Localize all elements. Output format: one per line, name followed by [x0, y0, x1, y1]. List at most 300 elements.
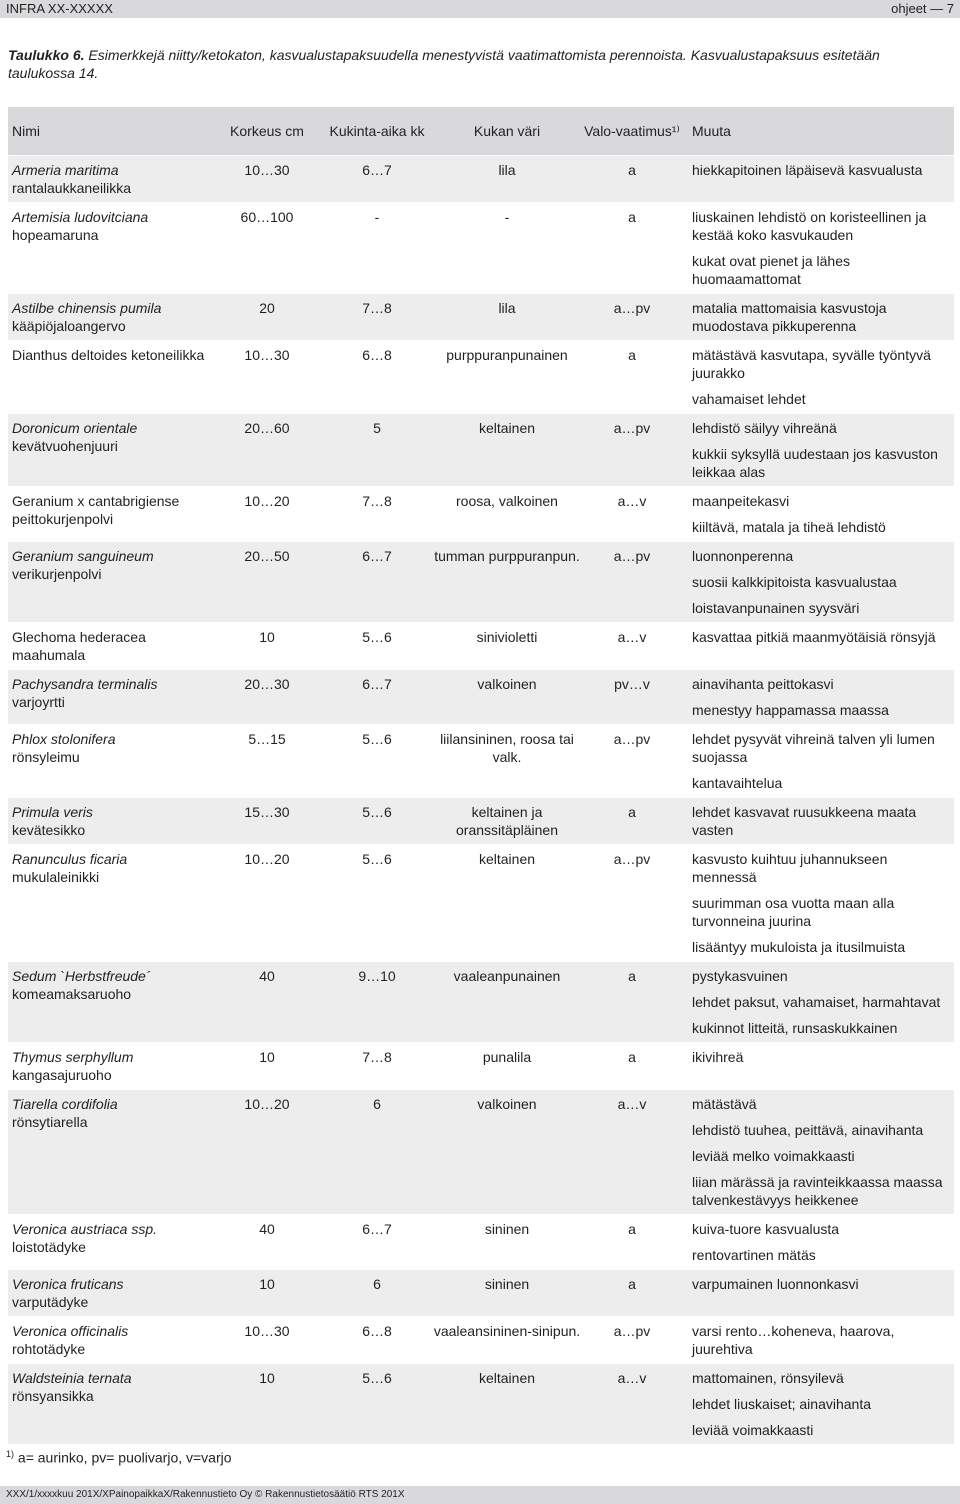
notes-list [692, 1317, 954, 1363]
bloom-cell [322, 203, 432, 294]
height-cell-value: 10…20 [244, 493, 290, 509]
finnish-name: Glechoma hederacea maahumala [12, 629, 146, 663]
bloom-cell [322, 623, 432, 670]
note-line: suurimman osa vuotta maan alla turvonneina juurina [692, 895, 895, 929]
note-line: maanpeitekasvi [692, 493, 790, 509]
note-line: leviää voimakkaasti [692, 1422, 814, 1438]
bloom-cell [322, 294, 432, 341]
height-cell [212, 1215, 322, 1270]
color-cell [432, 1364, 582, 1445]
plant-name-cell [8, 670, 212, 725]
bloom-cell-value: 6…7 [362, 676, 392, 692]
plant-name-cell [8, 623, 212, 670]
scientific-name: Veronica austriaca ssp. [12, 1221, 157, 1237]
color-cell-value: valkoinen [477, 1096, 537, 1112]
note-line: kasvattaa pitkiä maanmyötäisiä rönsyjä [692, 629, 936, 645]
plant-name [12, 725, 212, 771]
light-cell [582, 962, 682, 1043]
color-cell-value: sininen [484, 1276, 530, 1292]
color-cell [432, 414, 582, 487]
light-cell-value: a…v [617, 493, 647, 509]
light-cell-value: a…pv [613, 420, 651, 436]
light-cell-value: a [628, 209, 636, 225]
height-cell-value: 60…100 [240, 209, 294, 225]
height-cell [212, 294, 322, 341]
bloom-cell [322, 1043, 432, 1090]
table-row [8, 1364, 954, 1445]
finnish-name: verikurjenpolvi [12, 566, 102, 582]
color-cell [432, 542, 582, 623]
scientific-name: Veronica fruticans [12, 1276, 124, 1292]
bloom-cell [322, 845, 432, 962]
finnish-name: mukulaleinikki [12, 869, 100, 885]
table-caption [8, 46, 908, 82]
bloom-cell [322, 487, 432, 542]
bloom-cell-value: 6…8 [362, 1323, 392, 1339]
notes-list [692, 341, 954, 413]
table-row [8, 670, 954, 725]
note-line: varsi rento…koheneva, haarova, juurehtiva [692, 1323, 895, 1357]
bloom-cell-value: 7…8 [362, 1049, 392, 1065]
notes-list [692, 487, 954, 541]
footnote-text: a= aurinko, pv= puolivarjo, v=varjo [17, 1449, 232, 1466]
color-cell [432, 341, 582, 414]
table-row [8, 542, 954, 623]
color-cell-value: sininen [484, 1221, 530, 1237]
light-cell [582, 294, 682, 341]
light-cell [582, 1043, 682, 1090]
bloom-cell-value: 5…6 [362, 851, 392, 867]
height-cell [212, 341, 322, 414]
height-cell [212, 962, 322, 1043]
plant-name-cell [8, 845, 212, 962]
table-row [8, 156, 954, 203]
notes-list [692, 156, 954, 184]
finnish-name: loistotädyke [12, 1239, 86, 1255]
note-line: kukkii syksyllä uudestaan jos kasvuston leikkaa alas [692, 446, 938, 480]
height-cell [212, 1364, 322, 1445]
plant-name [12, 542, 212, 588]
height-cell-value: 15…30 [244, 804, 290, 820]
plant-name-cell [8, 798, 212, 845]
light-cell [582, 487, 682, 542]
color-cell-value: lila [498, 162, 516, 178]
height-cell [212, 156, 322, 203]
plant-name [12, 1090, 212, 1136]
plant-name [12, 845, 212, 891]
finnish-name: kääpiöjaloangervo [12, 318, 126, 334]
bloom-cell-value: 6 [373, 1096, 381, 1112]
color-cell [432, 1090, 582, 1215]
notes-cell [682, 414, 954, 487]
plant-name-cell [8, 156, 212, 203]
height-cell-value: 10…20 [244, 1096, 290, 1112]
notes-list [692, 542, 954, 622]
plant-name [12, 1215, 212, 1261]
bloom-cell-value: 5…6 [362, 731, 392, 747]
table-row [8, 203, 954, 294]
plant-name [12, 623, 212, 669]
bloom-cell [322, 414, 432, 487]
scientific-name: Phlox stolonifera [12, 731, 116, 747]
note-line: matalia mattomaisia kasvustoja muodostava pikkuperenna [692, 300, 887, 334]
finnish-name: rantalaukkaneilikka [12, 180, 132, 196]
note-line: ikivihreä [692, 1049, 744, 1065]
note-line: liian märässä ja ravinteikkaassa maassa talvenkestävyys heikkenee [692, 1174, 943, 1208]
light-cell-value: a…v [617, 629, 647, 645]
notes-list [692, 725, 954, 797]
bloom-cell [322, 670, 432, 725]
plant-name [12, 1270, 212, 1316]
table-row [8, 798, 954, 845]
light-cell-value: a [628, 1049, 636, 1065]
plant-name-cell [8, 294, 212, 341]
note-line: mattomainen, rönsyilevä [692, 1370, 844, 1386]
note-line: kukinnot litteitä, runsaskukkainen [692, 1020, 898, 1036]
plant-name [12, 670, 212, 716]
light-cell-value: a…pv [613, 851, 651, 867]
height-cell-value: 20…30 [244, 676, 290, 692]
notes-cell [682, 341, 954, 414]
bloom-cell-value: 5…6 [362, 629, 392, 645]
perennial-table [8, 107, 954, 1444]
note-line: suosii kalkkipitoista kasvualustaa [692, 574, 897, 590]
bloom-cell-value: 6…7 [362, 162, 392, 178]
light-cell [582, 1364, 682, 1445]
plant-name [12, 203, 212, 249]
footer-text: XXX/1/xxxxkuu 201X/XPainopaikkaX/Rakennustieto Oy © Rakennustietosäätiö RTS 201X [6, 1489, 405, 1500]
bloom-cell [322, 156, 432, 203]
note-line: lehdistö tuuhea, peittävä, ainavihanta [692, 1122, 924, 1138]
height-cell [212, 542, 322, 623]
color-cell [432, 1317, 582, 1364]
color-cell-value: tumman purppuranpun. [434, 548, 580, 564]
bloom-cell-value: 5…6 [362, 1370, 392, 1386]
note-line: lehdet liuskaiset; ainavihanta [692, 1396, 872, 1412]
bloom-cell-value: 5…6 [362, 804, 392, 820]
light-cell-value: a [628, 347, 636, 363]
notes-cell [682, 1270, 954, 1317]
light-cell [582, 670, 682, 725]
color-cell [432, 1043, 582, 1090]
light-cell [582, 623, 682, 670]
plant-name-cell [8, 725, 212, 798]
light-cell-value: a…pv [613, 731, 651, 747]
color-cell-value: vaaleanpunainen [453, 968, 561, 984]
height-cell-value: 5…15 [248, 731, 286, 747]
col-header-height: Korkeus cm [212, 107, 322, 156]
plant-name-cell [8, 1090, 212, 1215]
note-line: liuskainen lehdistö on koristeellinen ja kestää koko kasvukauden [692, 209, 927, 243]
plant-name-cell [8, 1317, 212, 1364]
table-row [8, 341, 954, 414]
table-row [8, 623, 954, 670]
plant-name-cell [8, 203, 212, 294]
light-cell [582, 542, 682, 623]
color-cell-value: punalila [482, 1049, 532, 1065]
light-cell-value: a [628, 804, 636, 820]
footer-bar [0, 1486, 960, 1504]
light-cell [582, 1215, 682, 1270]
table-row [8, 725, 954, 798]
bloom-cell-value: 6…7 [362, 1221, 392, 1237]
document-code: INFRA XX-XXXXX [6, 1, 113, 16]
table-row [8, 1090, 954, 1215]
bloom-cell-value: 6…8 [362, 347, 392, 363]
finnish-name: komeamaksaruoho [12, 986, 132, 1002]
notes-cell [682, 1364, 954, 1445]
scientific-name: Tiarella cordifolia [12, 1096, 118, 1112]
height-cell [212, 725, 322, 798]
height-cell-value: 10…30 [244, 162, 290, 178]
scientific-name: Primula veris [12, 804, 93, 820]
note-line: kuiva-tuore kasvualusta [692, 1221, 840, 1237]
caption-label: Taulukko 6. [8, 47, 85, 63]
color-cell [432, 487, 582, 542]
light-cell [582, 1090, 682, 1215]
plant-name-cell [8, 1043, 212, 1090]
notes-list [692, 1364, 954, 1444]
table-row [8, 1215, 954, 1270]
bloom-cell-value: 9…10 [358, 968, 396, 984]
height-cell [212, 1043, 322, 1090]
height-cell-value: 20…60 [244, 420, 290, 436]
notes-cell [682, 725, 954, 798]
scientific-name: Pachysandra terminalis [12, 676, 158, 692]
height-cell [212, 1090, 322, 1215]
notes-list [692, 962, 954, 1042]
note-line: lehdet paksut, vahamaiset, harmahtavat [692, 994, 941, 1010]
note-line: rentovartinen mätäs [692, 1247, 816, 1263]
color-cell-value: keltainen ja oranssitäpläinen [456, 804, 558, 838]
col-header-bloom: Kukinta-aika kk [322, 107, 432, 156]
note-line: ainavihanta peittokasvi [692, 676, 834, 692]
light-cell [582, 1270, 682, 1317]
note-line: pystykasvuinen [692, 968, 788, 984]
plant-name-cell [8, 1270, 212, 1317]
height-cell [212, 203, 322, 294]
finnish-name: rönsytiarella [12, 1114, 88, 1130]
table-row [8, 1270, 954, 1317]
finnish-name: kevätesikko [12, 822, 86, 838]
scientific-name: Thymus serphyllum [12, 1049, 134, 1065]
color-cell-value: valkoinen [477, 676, 537, 692]
footnote [6, 1445, 232, 1467]
light-cell [582, 1317, 682, 1364]
plant-name [12, 341, 212, 369]
notes-cell [682, 845, 954, 962]
plant-name [12, 1364, 212, 1410]
bloom-cell-value: 6…7 [362, 548, 392, 564]
notes-cell [682, 962, 954, 1043]
notes-list [692, 670, 954, 724]
finnish-name: hopeamaruna [12, 227, 99, 243]
plant-name [12, 487, 212, 533]
plant-name [12, 414, 212, 460]
notes-cell [682, 670, 954, 725]
finnish-name: Dianthus deltoides ketoneilikka [12, 347, 205, 363]
height-cell [212, 1270, 322, 1317]
finnish-name: rönsyansikka [12, 1388, 94, 1404]
footnote-mark: 1) [6, 1449, 15, 1459]
note-line: lehdet kasvavat ruusukkeena maata vasten [692, 804, 917, 838]
plant-name-cell [8, 962, 212, 1043]
light-cell [582, 341, 682, 414]
bloom-cell [322, 1090, 432, 1215]
notes-cell [682, 294, 954, 341]
light-cell-value: a…pv [613, 300, 651, 316]
notes-cell [682, 542, 954, 623]
bloom-cell-value: 7…8 [362, 300, 392, 316]
plant-name-cell [8, 1364, 212, 1445]
height-cell [212, 845, 322, 962]
bloom-cell [322, 1317, 432, 1364]
height-cell-value: 10…30 [244, 1323, 290, 1339]
bloom-cell-value: - [374, 209, 380, 225]
color-cell-value: vaaleansininen-sinipun. [433, 1323, 581, 1339]
notes-list [692, 1090, 954, 1214]
col-header-color: Kukan väri [432, 107, 582, 156]
notes-list [692, 845, 954, 961]
plant-name-cell [8, 542, 212, 623]
color-cell [432, 156, 582, 203]
finnish-name: kevätvuohenjuuri [12, 438, 118, 454]
light-cell-value: a [628, 162, 636, 178]
color-cell-value: purppuranpunainen [446, 347, 568, 363]
color-cell-value: liilansininen, roosa tai valk. [440, 731, 574, 765]
height-cell [212, 798, 322, 845]
bloom-cell [322, 1364, 432, 1445]
light-cell-value: a [628, 968, 636, 984]
note-line: lehdet pysyvät vihreinä talven yli lumen suojassa [692, 731, 935, 765]
light-cell [582, 845, 682, 962]
height-cell-value: 40 [259, 968, 275, 984]
plant-name-cell [8, 487, 212, 542]
light-cell [582, 203, 682, 294]
note-line: varpumainen luonnonkasvi [692, 1276, 859, 1292]
notes-cell [682, 798, 954, 845]
finnish-name: varjoyrtti [12, 694, 65, 710]
scientific-name: Doronicum orientale [12, 420, 138, 436]
color-cell [432, 670, 582, 725]
table-row [8, 1043, 954, 1090]
col-header-light: Valo-vaatimus¹⁾ [582, 107, 682, 156]
note-line: mätästävä kasvutapa, syvälle työntyvä juurakko [692, 347, 931, 381]
note-line: mätästävä [692, 1096, 757, 1112]
height-cell [212, 623, 322, 670]
scientific-name: Veronica officinalis [12, 1323, 129, 1339]
color-cell [432, 203, 582, 294]
light-cell [582, 725, 682, 798]
notes-list [692, 294, 954, 340]
scientific-name: Geranium sanguineum [12, 548, 154, 564]
notes-list [692, 798, 954, 844]
color-cell [432, 1270, 582, 1317]
bloom-cell [322, 542, 432, 623]
caption-text: Esimerkkejä niitty/ketokaton, kasvualustapaksuudella menestyvistä vaatimattomista perennoista. Kasvualustapaksuus esitetään taulukossa 14. [8, 47, 880, 81]
note-line: luonnonperenna [692, 548, 794, 564]
note-line: lisääntyy mukuloista ja itusilmuista [692, 939, 906, 955]
color-cell [432, 845, 582, 962]
finnish-name: kangasajuruoho [12, 1067, 112, 1083]
header-bar [0, 0, 960, 18]
note-line: kiiltävä, matala ja tiheä lehdistö [692, 519, 886, 535]
table-row [8, 294, 954, 341]
color-cell-value: - [504, 209, 510, 225]
plant-name-cell [8, 414, 212, 487]
color-cell-value: roosa, valkoinen [456, 493, 558, 509]
height-cell-value: 10 [259, 1370, 275, 1386]
table-row [8, 962, 954, 1043]
finnish-name: varputädyke [12, 1294, 89, 1310]
note-line: kasvusto kuihtuu juhannukseen mennessä [692, 851, 888, 885]
note-line: hiekkapitoinen läpäisevä kasvualusta [692, 162, 923, 178]
table-row [8, 1317, 954, 1364]
finnish-name: Geranium x cantabrigiense peittokurjenpolvi [12, 493, 180, 527]
height-cell-value: 10 [259, 629, 275, 645]
notes-list [692, 1270, 954, 1298]
notes-list [692, 1215, 954, 1269]
light-cell-value: a [628, 1276, 636, 1292]
color-cell-value: sinivioletti [476, 629, 538, 645]
bloom-cell [322, 341, 432, 414]
note-line: vahamaiset lehdet [692, 391, 806, 407]
scientific-name: Astilbe chinensis pumila [12, 300, 162, 316]
height-cell-value: 40 [259, 1221, 275, 1237]
height-cell-value: 10 [259, 1276, 275, 1292]
light-cell [582, 414, 682, 487]
bloom-cell-value: 7…8 [362, 493, 392, 509]
finnish-name: rönsyleimu [12, 749, 80, 765]
col-header-name: Nimi [8, 107, 212, 156]
height-cell-value: 10…30 [244, 347, 290, 363]
note-line: kantavaihtelua [692, 775, 783, 791]
height-cell-value: 20 [259, 300, 275, 316]
page-number: ohjeet — 7 [891, 1, 954, 16]
note-line: lehdistö säilyy vihreänä [692, 420, 837, 436]
scientific-name: Waldsteinia ternata [12, 1370, 132, 1386]
notes-list [692, 1043, 954, 1071]
height-cell-value: 10 [259, 1049, 275, 1065]
height-cell [212, 1317, 322, 1364]
scientific-name: Sedum `Herbstfreude´ [12, 968, 151, 984]
light-cell-value: a…v [617, 1370, 647, 1386]
light-cell-value: a…pv [613, 548, 651, 564]
color-cell [432, 725, 582, 798]
scientific-name: Artemisia ludovitciana [12, 209, 149, 225]
note-line: leviää melko voimakkaasti [692, 1148, 855, 1164]
height-cell [212, 414, 322, 487]
height-cell-value: 10…20 [244, 851, 290, 867]
plant-name [12, 156, 212, 202]
color-cell [432, 294, 582, 341]
table-row [8, 487, 954, 542]
color-cell [432, 962, 582, 1043]
color-cell [432, 623, 582, 670]
note-line: menestyy happamassa maassa [692, 702, 889, 718]
notes-cell [682, 487, 954, 542]
note-line: loistavanpunainen syysväri [692, 600, 860, 616]
col-header-notes: Muuta [682, 107, 954, 156]
notes-cell [682, 1317, 954, 1364]
notes-cell [682, 156, 954, 203]
bloom-cell [322, 1215, 432, 1270]
plant-name [12, 962, 212, 1008]
light-cell-value: a [628, 1221, 636, 1237]
notes-list [692, 623, 954, 651]
light-cell [582, 798, 682, 845]
bloom-cell-value: 5 [373, 420, 381, 436]
